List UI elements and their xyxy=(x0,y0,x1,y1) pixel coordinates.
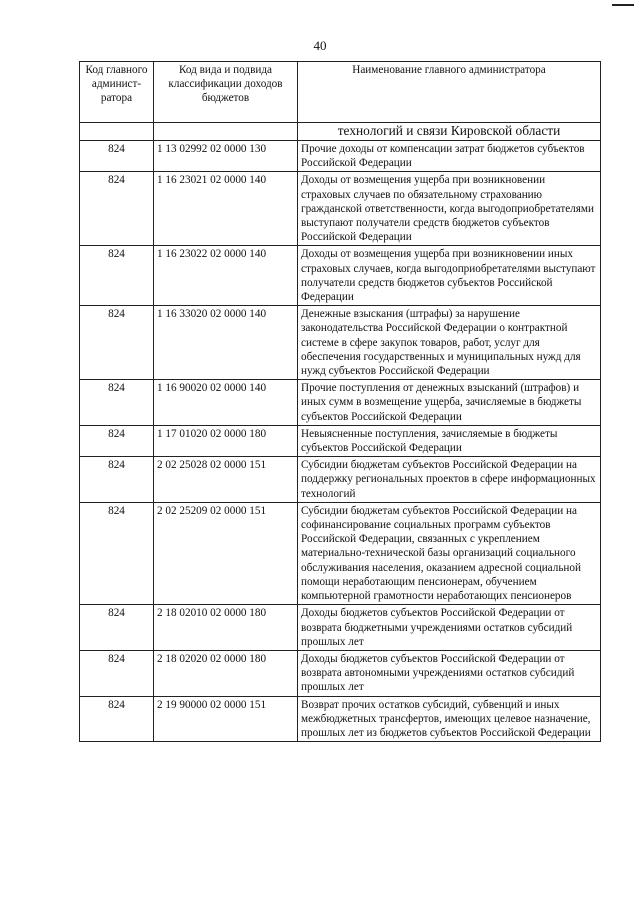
table-row xyxy=(80,246,601,306)
row-classification: 2 18 02020 02 0000 180 xyxy=(154,650,298,696)
row-classification: 2 02 25209 02 0000 151 xyxy=(154,502,298,604)
table-row xyxy=(80,502,601,604)
row-code: 824 xyxy=(80,650,154,696)
table-row xyxy=(80,306,601,380)
table-row xyxy=(80,650,601,696)
table-row xyxy=(80,457,601,503)
row-name: Доходы от возмещения ущерба при возникновении иных страховых случаев, когда выгодоприобретателями выступают получатели средств бюджетов субъектов Российской Федерации xyxy=(298,246,601,306)
row-code: 824 xyxy=(80,246,154,306)
row-name: Субсидии бюджетам субъектов Российской Федерации на софинансирование социальных программ субъектов Российской Федерации, связанных с укреплением материально-технической базы организаций социального обслуживания населения, оказанием адресной социальной помощи неработающим пенсионерам, обучением компьютерной грамотности неработающих пенсионеров xyxy=(298,502,601,604)
row-name: Прочие доходы от компенсации затрат бюджетов субъектов Российской Федерации xyxy=(298,141,601,172)
row-code: 824 xyxy=(80,425,154,456)
row-name: Доходы от возмещения ущерба при возникновении страховых случаев по обязательному страхованию гражданской ответственности, когда выгодоприобретателями выступают получатели средств бюджетов субъектов Российской Федерации xyxy=(298,172,601,246)
table-row xyxy=(80,605,601,651)
row-classification: 2 19 90000 02 0000 151 xyxy=(154,696,298,742)
table-row xyxy=(80,141,601,172)
page-number: 40 xyxy=(313,38,327,53)
row-name: Невыясненные поступления, зачисляемые в бюджеты субъектов Российской Федерации xyxy=(298,425,601,456)
row-name: Доходы бюджетов субъектов Российской Федерации от возврата бюджетными учреждениями остатков субсидий прошлых лет xyxy=(298,605,601,651)
row-name: Доходы бюджетов субъектов Российской Федерации от возврата автономными учреждениями остатков субсидий прошлых лет xyxy=(298,650,601,696)
row-code: 824 xyxy=(80,380,154,426)
table-row xyxy=(80,425,601,456)
row-name: Возврат прочих остатков субсидий, субвенций и иных межбюджетных трансфертов, имеющих целевое назначение, прошлых лет из бюджетов субъектов Российской Федерации xyxy=(298,696,601,742)
row-classification: 1 16 23022 02 0000 140 xyxy=(154,246,298,306)
header-name: Наименование главного администратора xyxy=(298,62,601,123)
table-header-row xyxy=(80,62,601,123)
row-classification: 2 02 25028 02 0000 151 xyxy=(154,457,298,503)
header-classification: Код вида и подвида классификации доходов бюджетов xyxy=(154,62,298,123)
row-code: 824 xyxy=(80,696,154,742)
row-code: 824 xyxy=(80,172,154,246)
row-classification: 1 16 23021 02 0000 140 xyxy=(154,172,298,246)
section-row xyxy=(80,123,601,141)
scan-edge-mark xyxy=(612,4,634,6)
row-name: Субсидии бюджетам субъектов Российской Федерации на поддержку региональных проектов в сфере информационных технологий xyxy=(298,457,601,503)
section-title: технологий и связи Кировской области xyxy=(298,123,601,141)
row-code: 824 xyxy=(80,502,154,604)
row-classification: 1 13 02992 02 0000 130 xyxy=(154,141,298,172)
row-code: 824 xyxy=(80,605,154,651)
row-classification: 1 17 01020 02 0000 180 xyxy=(154,425,298,456)
table-row xyxy=(80,380,601,426)
table-row xyxy=(80,696,601,742)
row-classification: 2 18 02010 02 0000 180 xyxy=(154,605,298,651)
section-code-cell xyxy=(80,123,154,141)
header-code: Код главного админист-ратора xyxy=(80,62,154,123)
row-name: Денежные взыскания (штрафы) за нарушение законодательства Российской Федерации о контрактной системе в сфере закупок товаров, работ, услуг для обеспечения государственных и муниципальных нужд для нужд субъектов Российской Федерации xyxy=(298,306,601,380)
table-row xyxy=(80,172,601,246)
row-code: 824 xyxy=(80,306,154,380)
row-classification: 1 16 33020 02 0000 140 xyxy=(154,306,298,380)
row-code: 824 xyxy=(80,141,154,172)
row-name: Прочие поступления от денежных взысканий (штрафов) и иных сумм в возмещение ущерба, зачисляемые в бюджеты субъектов Российской Федерации xyxy=(298,380,601,426)
section-classification-cell xyxy=(154,123,298,141)
row-code: 824 xyxy=(80,457,154,503)
revenue-administrators-table xyxy=(79,61,601,742)
row-classification: 1 16 90020 02 0000 140 xyxy=(154,380,298,426)
table-body xyxy=(80,123,601,742)
